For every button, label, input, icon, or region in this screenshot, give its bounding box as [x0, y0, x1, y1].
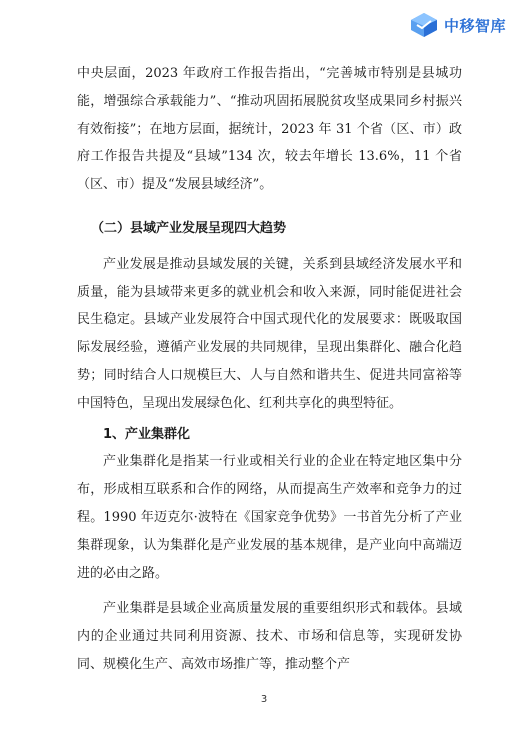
brand-logo: [409, 12, 506, 38]
subsection-heading-clustering: 1、产业集群化: [103, 426, 191, 442]
paragraph-clustering-definition: 产业集群化是指某一行业或相关行业的企业在特定地区集中分布，形成相互联系和合作的网络，从而提高生产效率和竞争力的过程。1990 年迈克尔·波特在《国家竞争优势》一书首先分析了产业集群现象，认为集群化是产业发展的基本规律，是产业向中高端迈进的必由之路。: [77, 454, 462, 581]
paragraph-policy-mentions: 中央层面，2023 年政府工作报告指出，“完善城市特别是县城功能，增强综合承载能力”、“推动巩固拓展脱贫攻坚成果同乡村振兴有效衔接”；在地方层面，据统计，2023 年 31 个省（区、市）政府工作报告共提及“县域”134 次，较去年增长 13.6%，11 个省（区、市）提及“发展县域经济”。: [77, 66, 462, 193]
brand-logo-text: 中移智库: [443, 16, 506, 35]
section-heading-four-trends: （二）县域产业发展呈现四大趋势: [91, 220, 287, 236]
page-number: 3: [260, 694, 268, 705]
document-body: [77, 60, 462, 679]
paragraph-county-clusters: 产业集群是县域企业高质量发展的重要组织形式和载体。县域内的企业通过共同利用资源、技术、市场和信息等，实现研发协同、规模化生产、高效市场推广等，推动整个产: [77, 601, 462, 672]
brand-logo-icon: [409, 12, 439, 38]
paragraph-industry-development: 产业发展是推动县域发展的关键，关系到县域经济发展水平和质量，能为县域带来更多的就业机会和收入来源，同时能促进社会民生稳定。县域产业发展符合中国式现代化的发展要求：既吸取国际发展经验，遵循产业发展的共同规律，呈现出集群化、融合化趋势；同时结合人口规模巨大、人与自然和谐共生、促进共同富裕等中国特色，呈现出发展绿色化、红利共享化的典型特征。: [77, 256, 462, 411]
